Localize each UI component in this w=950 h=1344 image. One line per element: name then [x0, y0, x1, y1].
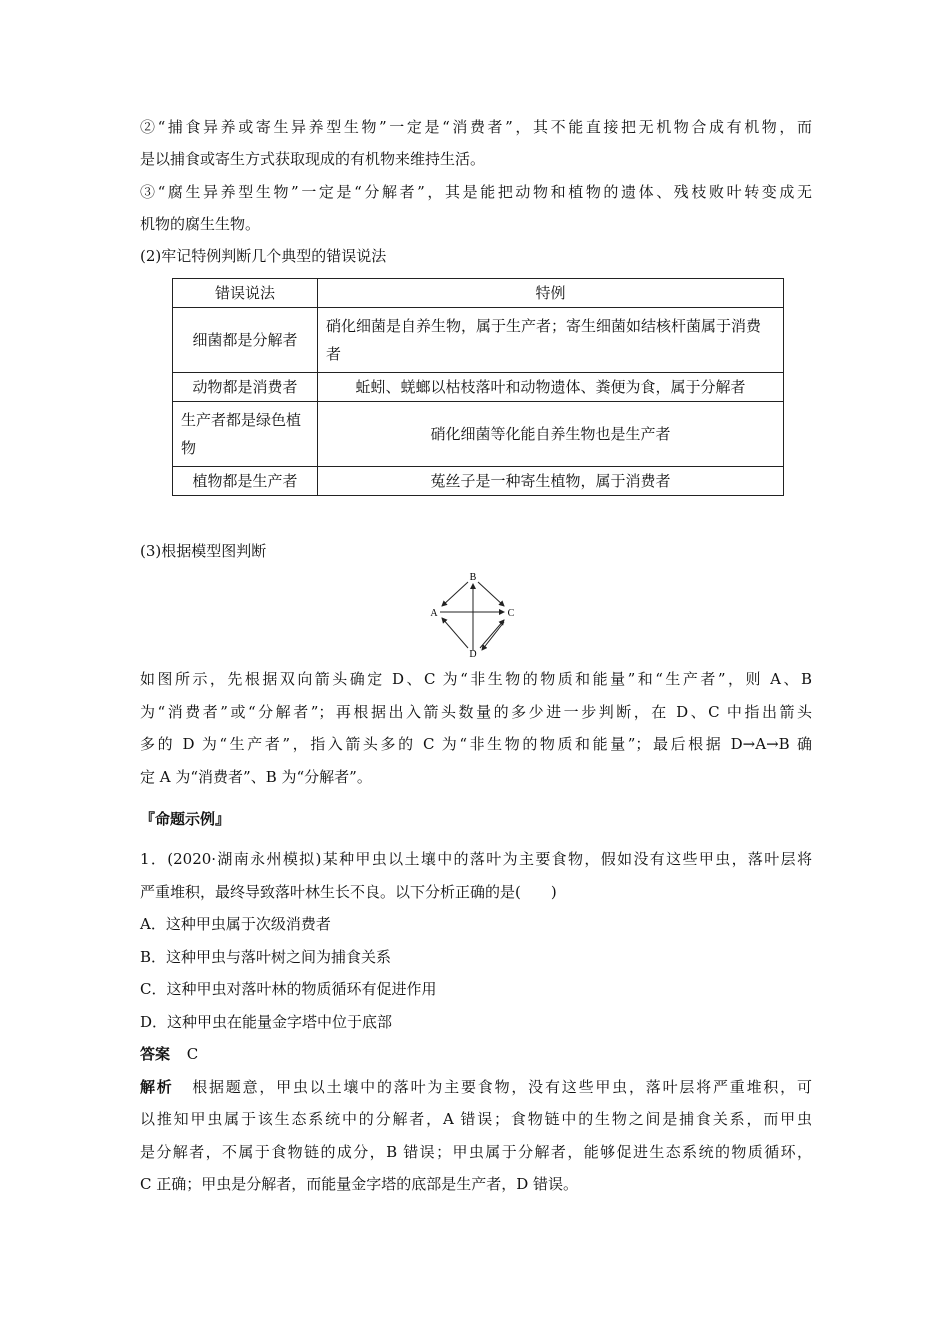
analysis-line: 是分解者，不属于食物链的成分，B 错误；甲虫属于分解者，能够促进生态系统的物质循环，	[140, 1143, 812, 1161]
question-stem-line1: 1．(2020·湖南永州模拟)某种甲虫以土壤中的落叶为主要食物，假如没有这些甲虫，落叶层将	[140, 850, 812, 868]
node-label-c: C	[507, 608, 515, 619]
option-b: B．这种甲虫与落叶树之间为捕食关系	[140, 948, 392, 966]
paragraph-consumer-line2: 是以捕食或寄生方式获取现成的有机物来维持生活。	[140, 150, 486, 168]
arrow-b-to-a	[442, 582, 468, 606]
node-label-a: A	[430, 608, 438, 619]
explanation-line: 多的 D 为“生产者”，指入箭头多的 C 为“非生物的物质和能量”；最后根据 D→A→B 确	[140, 735, 812, 753]
explanation-line: 为“消费者”或“分解者”；再根据出入箭头数量的多少进一步判断，在 D、C 中指出箭头	[140, 703, 812, 721]
option-a: A．这种甲虫属于次级消费者	[140, 915, 331, 933]
explanation-line: 定 A 为“消费者”、B 为“分解者”。	[140, 768, 372, 786]
heading-model-diagram: (3)根据模型图判断	[140, 542, 267, 560]
node-label-b: B	[469, 572, 477, 583]
answer-value: C	[186, 1045, 199, 1063]
paragraph-decomposer-line2: 机物的腐生生物。	[140, 215, 261, 233]
table-cell-wrong: 生产者都是绿色植物	[173, 402, 318, 467]
arrow-d-to-c	[480, 620, 504, 648]
paragraph-consumer-line1: ②“捕食异养或寄生异养型生物”一定是“消费者”，其不能直接把无机物合成有机物，而	[140, 118, 812, 136]
table-cell-wrong: 细菌都是分解者	[173, 308, 318, 373]
table-cell-wrong: 动物都是消费者	[173, 373, 318, 402]
table-cell-example: 硝化细菌是自养生物，属于生产者；寄生细菌如结核杆菌属于消费者	[318, 308, 784, 373]
answer-label: 答案	[140, 1045, 171, 1063]
error-examples-table	[172, 278, 784, 496]
table-cell-wrong: 植物都是生产者	[173, 467, 318, 496]
table-header-cell: 特例	[318, 279, 784, 308]
table-row	[173, 308, 784, 373]
paragraph-decomposer-line1: ③“腐生异养型生物”一定是“分解者”，其是能把动物和植物的遗体、残枝败叶转变成无	[140, 183, 812, 201]
section-tag-examples: 『命题示例』	[140, 810, 231, 828]
option-c: C．这种甲虫对落叶林的物质循环有促进作用	[140, 980, 437, 998]
table-cell-example: 菟丝子是一种寄生植物，属于消费者	[318, 467, 784, 496]
option-d: D．这种甲虫在能量金字塔中位于底部	[140, 1013, 393, 1031]
table-header-cell: 错误说法	[173, 279, 318, 308]
analysis-line1	[140, 1077, 812, 1097]
analysis-label: 解析	[140, 1078, 174, 1096]
analysis-text: 根据题意，甲虫以土壤中的落叶为主要食物，没有这些甲虫，落叶层将严重堆积，可	[192, 1078, 812, 1096]
question-stem-line2: 严重堆积，最终导致落叶林生长不良。以下分析正确的是( )	[140, 883, 557, 901]
table-cell-example: 硝化细菌等化能自养生物也是生产者	[318, 402, 784, 467]
arrow-b-to-c	[478, 582, 504, 606]
table-row	[173, 402, 784, 467]
heading-special-cases: (2)牢记特例判断几个典型的错误说法	[140, 247, 387, 265]
table-header-row	[173, 279, 784, 308]
table-cell-example: 蚯蚓、蜣螂以枯枝落叶和动物遗体、粪便为食，属于分解者	[318, 373, 784, 402]
explanation-line: 如图所示，先根据双向箭头确定 D、C 为“非生物的物质和能量”和“生产者”，则 A、B	[140, 670, 812, 688]
ecosystem-model-diagram	[430, 572, 516, 658]
analysis-line: 以推知甲虫属于该生态系统中的分解者，A 错误；食物链中的生物之间是捕食关系，而甲虫	[140, 1110, 812, 1128]
answer-line	[140, 1044, 812, 1064]
analysis-line: C 正确；甲虫是分解者，而能量金字塔的底部是生产者，D 错误。	[140, 1175, 579, 1193]
table-row	[173, 373, 784, 402]
node-label-d: D	[469, 649, 477, 658]
arrow-c-to-d	[482, 622, 504, 650]
arrow-d-to-a	[442, 618, 468, 648]
table-row	[173, 467, 784, 496]
